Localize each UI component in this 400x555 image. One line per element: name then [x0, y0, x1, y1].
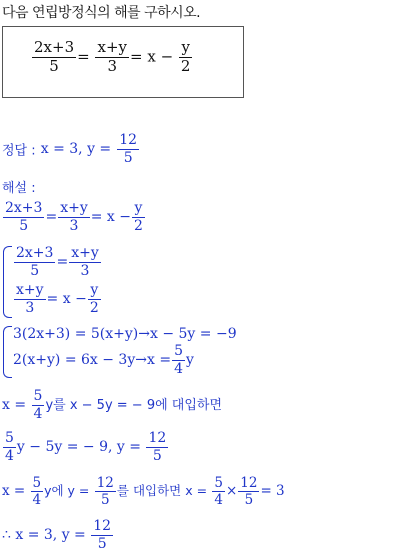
fraction-numerator: y	[132, 201, 145, 218]
fraction-denominator: 4	[174, 360, 183, 377]
fraction-numerator: 2x+3	[5, 200, 43, 216]
problem-box	[2, 26, 244, 98]
fraction-numerator: 12	[93, 518, 112, 534]
fraction-numerator: y	[179, 40, 193, 58]
answer-value: x = 3, y =	[40, 141, 112, 158]
fraction-numerator: 12	[96, 475, 114, 491]
step-text: x =	[2, 397, 27, 414]
equation-middle: = x −	[46, 291, 87, 308]
system-row	[3, 246, 102, 278]
fraction-numerator: x+y	[60, 200, 88, 216]
system-row	[3, 283, 102, 315]
fraction-denominator: 5	[152, 447, 162, 464]
equation-system-1	[3, 246, 143, 318]
system-row: 3(2x+3) = 5(x+y)→x − 5y = −9	[13, 326, 237, 342]
step-text: ∴ x = 3, y =	[2, 527, 86, 544]
step-text: x =	[2, 483, 26, 500]
fraction-denominator: 3	[107, 56, 118, 75]
step-text: y를 x − 5y = − 9에 대입하면	[45, 398, 223, 414]
equals-sign: =	[77, 47, 90, 66]
fraction-denominator: 3	[69, 217, 79, 234]
fraction-denominator: 3	[25, 299, 35, 316]
fraction-denominator: 4	[32, 492, 42, 509]
step-text: y에 y =	[44, 483, 90, 499]
equation-middle: = x −	[130, 47, 174, 66]
problem-title: 다음 연립방정식의 해를 구하시오.	[2, 5, 201, 21]
fraction-denominator: 3	[80, 262, 90, 279]
system-row-text: y	[185, 352, 194, 369]
equation-middle: = x −	[90, 209, 131, 226]
step-text: y − 5y = − 9, y =	[16, 439, 141, 456]
fraction-numerator: x+y	[16, 282, 44, 298]
system-row-text: 2(x+y) = 6x − 3y→x =	[13, 352, 172, 369]
fraction-numerator: 12	[119, 132, 138, 148]
fraction-denominator: 4	[214, 492, 223, 509]
fraction-numerator: 5	[33, 388, 43, 404]
fraction-denominator: 2	[134, 217, 143, 234]
explanation-step	[2, 431, 169, 463]
explanation-label: 해설 :	[2, 181, 36, 196]
fraction-denominator: 5	[101, 492, 110, 509]
equals-sign: =	[45, 209, 58, 226]
fraction-denominator: 5	[97, 535, 107, 552]
step-text: ×	[225, 483, 238, 500]
fraction-numerator: 5	[214, 475, 223, 491]
answer-label: 정답 :	[2, 143, 36, 159]
system-row	[3, 344, 194, 376]
fraction-denominator: 2	[180, 56, 191, 75]
fraction-numerator: 2x+3	[16, 245, 54, 261]
equals-sign: =	[56, 254, 69, 271]
fraction-denominator: 5	[19, 217, 29, 234]
equation-system-2	[3, 326, 263, 378]
explanation-conclusion	[2, 519, 114, 551]
fraction-numerator: 12	[148, 430, 167, 446]
problem-equation	[31, 40, 193, 75]
fraction-denominator: 5	[244, 492, 254, 509]
step-text: 를 대입하면 x =	[116, 483, 208, 499]
fraction-numerator: 5	[32, 475, 42, 491]
fraction-numerator: 2x+3	[34, 38, 75, 56]
fraction-denominator: 5	[123, 149, 133, 166]
explanation-step	[2, 476, 285, 507]
step-text: = 3	[260, 483, 285, 500]
fraction-denominator: 4	[33, 405, 43, 422]
fraction-numerator: y	[88, 283, 101, 300]
fraction-numerator: x+y	[71, 245, 99, 261]
answer-line	[2, 133, 140, 165]
explanation-step	[2, 389, 222, 421]
fraction-denominator: 5	[49, 56, 59, 75]
fraction-numerator: 12	[240, 475, 258, 491]
fraction-denominator: 4	[5, 447, 14, 464]
fraction-numerator: x+y	[97, 38, 127, 56]
fraction-denominator: 5	[30, 262, 40, 279]
fraction-denominator: 2	[89, 299, 99, 316]
explanation-equation	[2, 201, 146, 233]
fraction-numerator: 5	[5, 430, 14, 446]
fraction-numerator: 5	[174, 343, 183, 359]
